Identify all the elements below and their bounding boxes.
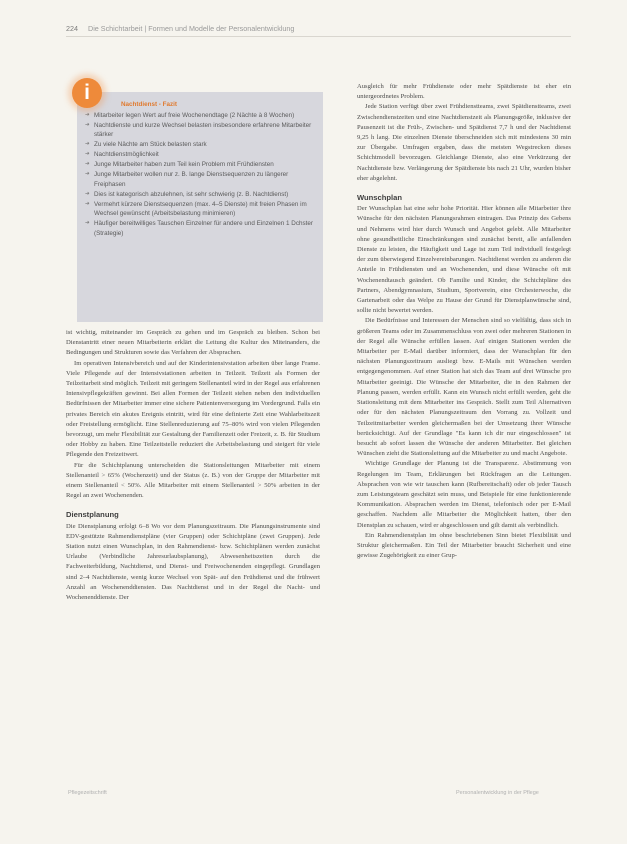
info-box-item: ➜ Nachtdienstmöglichkeit: [85, 150, 315, 160]
paragraph: Wichtige Grundlage der Planung ist die Transparenz. Abstimmung von Regelungen im Team, Erklärungen bei Rückfragen an die Leitungen. Absprachen von wie wir tauschen kann (Rufbereitschaft) oder ob jeder Tausch zum Leistungsteam geschätzt sein muss, und Beispiele für eine funktionierende Kommunikation. Absprachen werden im Dienst, telefonisch oder per E-Mail geschaffen. Nachdem alle Mitarbeiter die Möglichkeit hatten, über den Dienstplan zu schauen, wird er abgeschlossen und gilt damit als verbindlich.: [357, 460, 571, 529]
info-box-item: ➜ Vermehrt kürzere Dienstsequenzen (max. 4–5 Dienste) mit freien Phasen im Wechsel gewünscht (Arbeitsbelastung minimieren): [85, 200, 315, 219]
info-box-item: ➜ Mitarbeiter legen Wert auf freie Wochenendtage (2 Nächte à 8 Wochen): [85, 111, 315, 121]
left-column: [66, 328, 320, 603]
right-column: [357, 82, 571, 561]
info-box-item: ➜ Häufiger bereitwilliges Tauschen Einzelner für andere und Einzelnen 1 Dchster (Strategie): [85, 219, 315, 238]
paragraph: Für die Schichtplanung unterscheiden die Stationsleitungen Mitarbeiter mit einem Stellenanteil > 65% (Wochenzeit) und der Status (z. B.) von der Gruppe der Mitarbeiter mit einem Stellenanteil < 50%. Alle Mitarbeiter mit einem Stellenanteil > 50% arbeiten in der Regel an zwei Wochenenden.: [66, 461, 320, 500]
info-box-list: [85, 111, 315, 239]
paragraph: Ausgleich für mehr Frühdienste oder mehr Spätdienste ist eher ein untergeordnetes Problem.: [357, 83, 571, 101]
footer-right: Personalentwicklung in der Pflege: [456, 790, 539, 796]
info-box-item: ➜ Junge Mitarbeiter wollen nur z. B. lange Dienstsequenzen zu längerer Freiphasen: [85, 170, 315, 189]
paragraph: Ein Rahmendienstplan im ohne beschriebenen Sinn bietet Flexibilität und Struktur gleichermaßen. Ein Teil der Mitarbeiter braucht Sicherheit und eine gewisse Zugehörigkeit zu einer Grup-: [357, 531, 571, 560]
paragraph: ist wichtig, miteinander im Gespräch zu gehen und im Gespräch zu bleiben. Schon bei Dienstantritt einer neuen Mitarbeiterin erklärt die Leitung die Kultur des Miteinanders, die Bedingungen und Strukturen sowie das Verfahren der Absprachen.: [66, 329, 320, 357]
paragraph: Die Bedürfnisse und Interessen der Menschen sind so vielfältig, dass sich in größeren Teams oder im Zusammenschluss von zwei oder mehreren Stationen in der Regel alle Wünsche erfüllen lassen. Auf einigen Stationen werden die Mitarbeiter per E-Mail darüber informiert, dass der Wunschplan für den nächsten Planungszeitraum ausliegt bzw. E-Mails mit Wünschen werden entgegengenommen. Auf einer Station hat sich das Team auf drei Wünsche pro Mitarbeiter geeinigt. Die Wünsche der Mitarbeiter, die in den Rahmen der Planung passen, werden erfüllt. Kann ein Wunsch nicht erfüllt werden, geht die Stationsleitung mit dem Mitarbeiter ins Gespräch. Stellt zum Teil Alternativen oder für den nächsten Planungszeitraum den Vorrang zu. Vollzeit und Teilzeitmitarbeiter werden gleichermaßen bei der Umsetzung ihrer Wünsche berücksichtigt. Auf der Grundlage "Es kann ich dir nur eingeschlossen" ist besucht ab sofort lassen die Wünsche der anderen Mitarbeiter. Bei gleichen Wünschen zieht die Stationsleitung auf die Mitarbeiter zu und macht Angebote.: [357, 317, 571, 458]
info-box-item: ➜ Nachtdienste und kurze Wechsel belasten insbesondere erfahrene Mitarbeiter stärker: [85, 121, 315, 140]
header-rule: [66, 36, 571, 37]
info-box-item: ➜ Junge Mitarbeiter haben zum Teil kein Problem mit Frühdiensten: [85, 160, 315, 170]
info-box: [77, 92, 323, 322]
running-head: [66, 24, 566, 33]
paragraph: Jede Station verfügt über zwei Frühdienstteams, zwei Spätdienstteams, zwei Zwischendienstzeiten und eine Nachtdienstzeit als Planungsgröße, inklusive der Pausenzeit ist die Früh-, Zwischen- und Spätdienst 7,7 h und der Nachtdienst 9,25 h lang. Die einzelnen Dienste überschneiden sich mit mindestens 30 min zur Übergabe. Umfragen ergaben, dass die meisten Wegstrecken dieses Schichtmodell bevorzugen. Gleichlange Dienste, also eine Verkürzung der Nachtdienste bzw. Verlängerung der Spätdienste bis nach 21 Uhr, wurden bisher eher abgelehnt.: [357, 103, 571, 182]
paragraph: Der Wunschplan hat eine sehr hohe Priorität. Hier können alle Mitarbeiter ihre Wünsche für den nächsten Planungsrahmen eintragen. Das Prinzip des Gebens und Nehmens wird hier durch Wunsch und Angebot gelebt. Alle Mitarbeiter ohne gesundheitliche Einschränkungen sind zunächst bereit, alle anfallenden Dienste zu leisten, die Häufigkeit und Lage ist zum Teil individuell festgelegt der zum überwiegend Einzelvereinbarungen. Nachtdienst werden zu anderen die Anteile in Frühdiensten und an Wochenenden, und diese Wünsche oft mit Wochenendtausch geändert. Ob Familie und Kinder, die Schichtpläne des Partners, Abendgymnasium, Studium, Sportverein, eine Orchesterwoche, die Gartenarbeit oder das Welpe zu Hause der Grund für Dienstplanwünsche sind, sollte nicht bewertet werden.: [357, 205, 571, 315]
page-number: 224: [66, 24, 78, 33]
running-title: Die Schichtarbeit | Formen und Modelle der Personalentwicklung: [88, 24, 295, 33]
section-heading-wunschplan: Wunschplan: [357, 193, 403, 203]
info-box-item: ➜ Dies ist kategorisch abzulehnen, ist sehr schwierig (z. B. Nachtdienst): [85, 190, 315, 200]
paragraph: Die Dienstplanung erfolgt 6–8 Wo vor dem Planungszeitraum. Die Planungsinstrumente sind EDV-gestützte Rahmendienstpläne (vier Gruppen) oder Schichtpläne (zwei Gruppen). Jede Station nutzt einen Wunschplan, in den Rahmendienst- bzw. Schichtplänen werden zunächst Urlaube (Verbindliche Jahresurlaubsplanung), Abwesenheitszeiten durch die Fachweiterbildung, Nachtdienst, und Dienst- und Freiwochenenden eingepflegt. Grundlagen sind 2–4 Nachtdienste, wenig kurze Wechsel von Spät- auf den Frühdienst und die frühwert Anzahl an Wochenenddiensten. Das Nachtdienst und in der Regel die Nacht- und Wochenenddienste. Der: [66, 522, 320, 602]
info-box-item: ➜ Zu viele Nächte am Stück belasten stark: [85, 140, 315, 150]
section-heading-dienstplanung: Dienstplanung: [66, 510, 119, 520]
info-box-title: Nachtdienst - Fazit: [121, 101, 177, 108]
info-icon: i: [72, 78, 102, 108]
paragraph: Im operativen Intensivbereich und auf der Kinderintensivstation arbeiten über lange Frame. Viele Pflegende auf der Intensivstationen arbeiten in Teilzeit. Teilzeit als Formen der Teilzeitarbeit sind möglich. Teilzeit mit geringem Stellenanteil wird in der Regel aus erfahrenen Intensivpflegekräften gewinnt. Bei allen Formen der Teilzeit stehen neben den individuellen Bedürfnissen der Mitarbeiter immer eine sichere Patientenversorgung im Vordergrund. Falls ein privates Bereich ein akutes Ereignis eintritt, wird für eine definierte Zeit eine Wahlarbeitszeit oder Freistellung ermöglicht. Eine Stellenreduzierung auf 75–80% wird von vielen Pflegenden bevorzugt, um mehr Flexibilität zur Gestaltung der Familienzeit oder Freizeit, z. B. für Studium oder Hobby zu haben. Eine Teilzeitstelle reduziert die Arbeitsbelastung und steigert für viele Pflegende den Freizeitwert.: [66, 359, 320, 459]
footer-left: Pflegezeitschrift: [68, 790, 107, 796]
